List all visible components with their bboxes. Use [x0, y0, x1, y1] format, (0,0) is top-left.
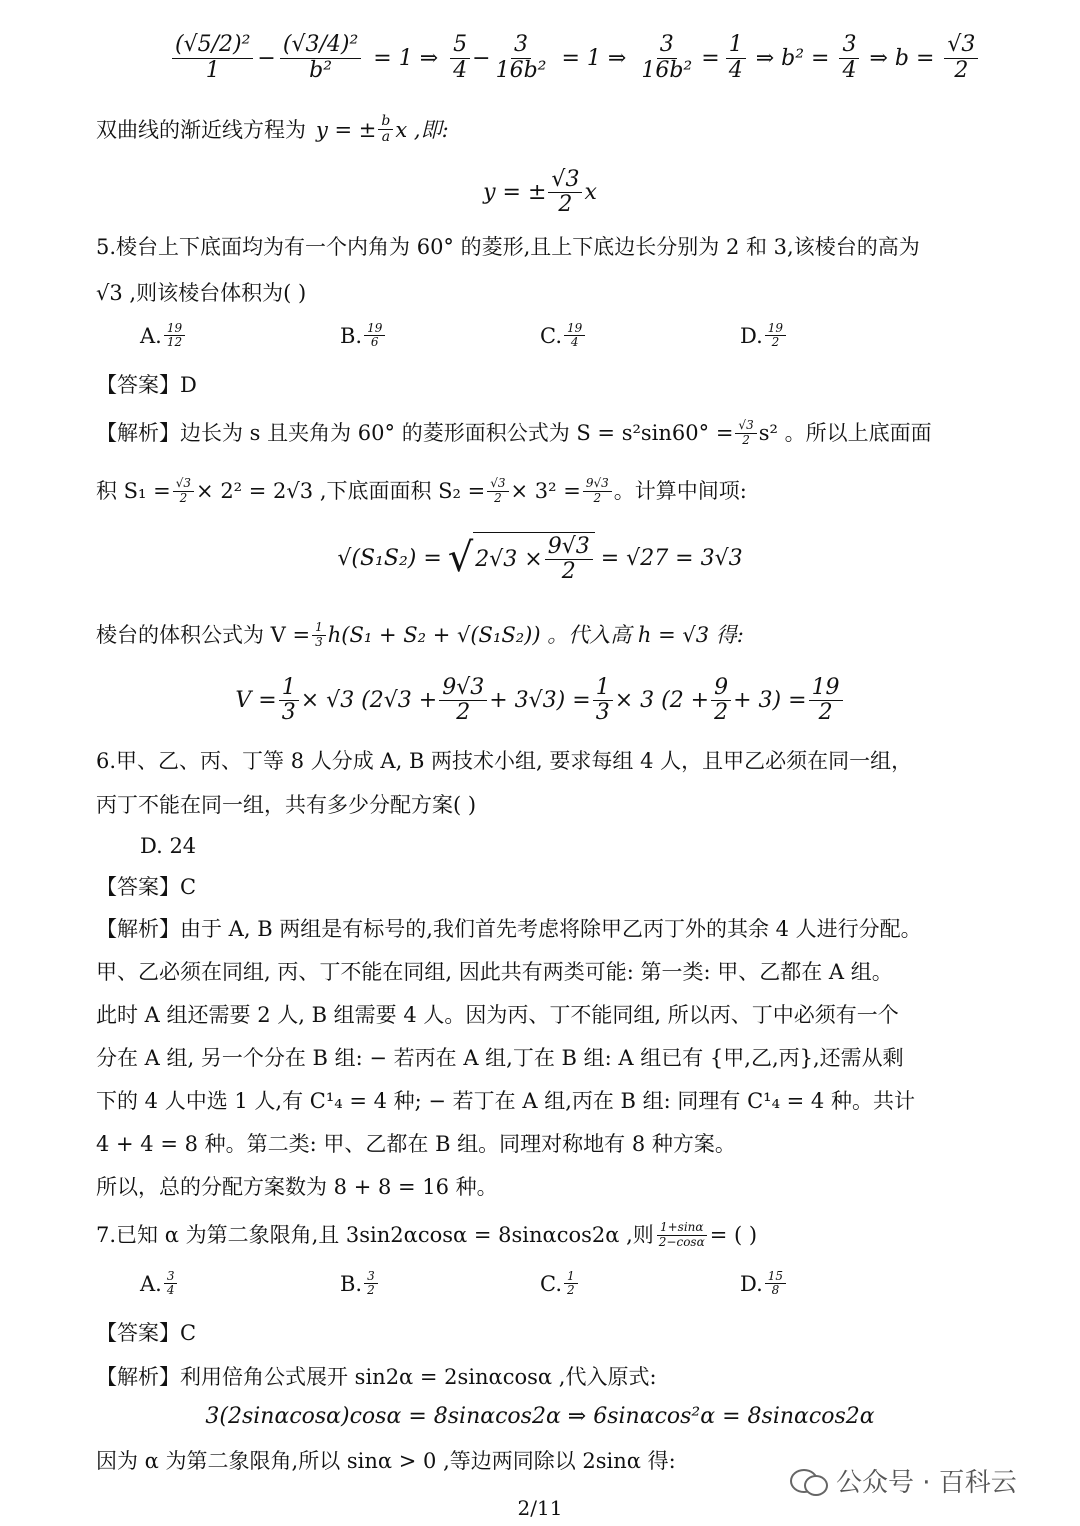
q5-analysis-line2: [96, 476, 747, 506]
formula: + 3√3) =: [489, 688, 591, 714]
text: s² 。所以上底面面: [758, 421, 932, 445]
frac-num: √3: [487, 477, 508, 491]
frac-den: 4: [842, 57, 857, 83]
frac-num: 9√3: [439, 676, 487, 701]
frac-den: a: [381, 129, 391, 146]
q5-analysis-line1: [96, 418, 932, 448]
page-number: 2/11: [517, 1496, 563, 1520]
option-label: D.: [740, 1271, 763, 1296]
frac-den: 2: [714, 700, 729, 726]
wechat-icon: [790, 1467, 828, 1495]
watermark-text: 公众号 · 百科云: [836, 1468, 1017, 1498]
q6-analysis-line: 【解析】由于 A, B 两组是有标号的,我们首先考虑将除甲乙丙丁外的其余 4 人进行分配。: [96, 917, 922, 941]
formula: √(S₁S₂) =: [337, 545, 442, 571]
frac-den: 2: [494, 490, 502, 505]
frac-num: b: [378, 114, 393, 130]
q6-line2: 丙丁不能在同一组，共有多少分配方案( ): [96, 793, 477, 817]
frac-num: 1: [726, 33, 746, 58]
text: × 3² =: [510, 479, 581, 503]
formula: × √3 (2√3 +: [300, 688, 438, 714]
frac-num: 1: [279, 676, 299, 701]
frac-num: 3: [511, 33, 531, 58]
q5-option-b[interactable]: [340, 322, 387, 349]
frac-num: 9√3: [583, 477, 612, 491]
frac-num: 19: [164, 322, 185, 336]
frac-den: 2: [456, 700, 471, 726]
q7-option-c[interactable]: [540, 1270, 580, 1297]
frac-den: b²: [309, 57, 333, 83]
q7-analysis-line2: 因为 α 为第二象限角,所以 sinα > 0 ,等边两同除以 2sinα 得:: [96, 1449, 676, 1473]
frac-den: 8: [771, 1283, 780, 1298]
frac-den: 2: [593, 490, 602, 505]
q6-analysis-line: 下的 4 人中选 1 人,有 C¹₄ = 4 种; − 若丁在 A 组,丙在 B 组: 同理有 C¹₄ = 4 种。共计: [96, 1089, 915, 1113]
option-label: C.: [540, 323, 562, 348]
frac-den: 4: [453, 57, 468, 83]
formula: y = ±: [483, 180, 547, 206]
q6-analysis-line: 此时 A 组还需要 2 人, B 组需要 4 人。因为丙、丁不能同组, 所以丙、丁中必须有一个: [96, 1003, 899, 1027]
q5-option-a[interactable]: [140, 322, 187, 349]
option-label: A.: [140, 1271, 162, 1296]
q6-option-d[interactable]: D. 24: [140, 834, 197, 858]
frac-num: 19: [809, 676, 843, 701]
frac-num: 5: [450, 33, 470, 58]
watermark: [790, 1462, 1017, 1499]
text: 【解析】边长为 s 且夹角为 60° 的菱形面积公式为 S = s²sin60° =: [96, 421, 734, 445]
frac-den: 3: [315, 634, 323, 649]
frac-den: 6: [370, 335, 379, 350]
frac-num: (√5/2)²: [172, 33, 253, 58]
frac-den: 2: [561, 559, 576, 585]
frac-num: 19: [765, 322, 786, 336]
q7-option-b[interactable]: [340, 1270, 380, 1297]
frac-num: 19: [364, 322, 385, 336]
implies: ⇒ b =: [869, 45, 935, 71]
frac-num: 9: [711, 676, 731, 701]
frac-den: 2: [179, 490, 188, 505]
q5-line2: √3 ,则该棱台体积为( ): [96, 281, 307, 305]
equals: = 1 ⇒: [561, 45, 627, 71]
text: 积 S₁ =: [96, 479, 171, 503]
frac-num: (√3/4)²: [280, 33, 361, 58]
frac-num: √3: [944, 33, 978, 58]
implies: ⇒ b² =: [755, 45, 830, 71]
formula: h(S₁ + S₂ + √(S₁S₂)) 。代入高 h = √3 得:: [327, 623, 744, 647]
text: 棱台的体积公式为 V =: [96, 623, 311, 647]
frac-num: 3: [657, 33, 677, 58]
formula: x: [584, 180, 597, 206]
option-label: B.: [340, 323, 363, 348]
frac-den: 3: [281, 700, 296, 726]
formula: 2√3 ×: [475, 547, 543, 573]
text: 双曲线的渐近线方程为: [96, 117, 306, 142]
formula: y = ±: [316, 117, 377, 142]
formula: + 3) =: [733, 688, 807, 714]
frac-den: 2: [818, 700, 833, 726]
frac-den: 4: [570, 335, 579, 350]
option-label: B.: [340, 1271, 363, 1296]
frac-den: 2−cosα: [658, 1234, 705, 1249]
asymptote-result: [0, 168, 1080, 217]
formula: = √27 = 3√3: [600, 545, 743, 571]
frac-num: 3: [164, 1270, 178, 1284]
formula: x ,即:: [395, 117, 449, 142]
q7-analysis-line1: 【解析】利用倍角公式展开 sin2α = 2sinαcosα ,代入原式:: [96, 1365, 657, 1389]
formula: V =: [235, 688, 277, 714]
frac-den: 2: [771, 335, 780, 350]
q6-analysis-line: 甲、乙必须在同组, 丙、丁不能在同组, 因此共有两类可能: 第一类: 甲、乙都在 A 组。: [96, 960, 893, 984]
frac-num: √3: [173, 477, 194, 491]
frac-den: 4: [728, 57, 743, 83]
equals: = 1 ⇒: [373, 45, 439, 71]
hyperbola-equation: $\frac{\text{(√5/2)²}}{1}$ − $\frac{\text{(√3/4)²}}{\text{b²}}$ = 1 ⇒ $\frac{5}{4}$ − $\frac{3}{\text{16b²}}$ = 1 ⇒ $\frac{3}{\text{16b²}}$ = $\frac{1}{4}$ ⇒ b² = $\frac{3}{4}$ ⇒ b = $\frac{√3}{2}$: [170, 8, 980, 108]
frac-den: 3: [595, 700, 610, 726]
frac-num: 19: [564, 322, 585, 336]
frac-den: 1: [205, 57, 220, 83]
formula: × 3 (2 +: [614, 688, 710, 714]
q5-option-c[interactable]: [540, 322, 587, 349]
asymptote-line: [96, 114, 449, 146]
frac-num: √3: [548, 168, 582, 193]
q7-option-d[interactable]: [740, 1270, 788, 1297]
frac-den: 16b²: [495, 57, 547, 83]
frac-den: 2: [742, 432, 750, 447]
q5-answer: 【答案】D: [96, 373, 197, 397]
frac-den: 4: [166, 1283, 175, 1298]
option-label: D.: [740, 323, 763, 348]
frac-den: 16b²: [641, 57, 693, 83]
frac-num: 3: [364, 1270, 378, 1284]
text: 7.已知 α 为第二象限角,且 3sin2αcosα = 8sinαcos2α ,则: [96, 1223, 654, 1247]
text: 。计算中间项:: [613, 479, 747, 503]
q6-analysis-line: 4 + 4 = 8 种。第二类: 甲、乙都在 B 组。同理对称地有 8 种方案。: [96, 1132, 736, 1156]
q6-analysis-line: 分在 A 组, 另一个分在 B 组: − 若丙在 A 组,丁在 B 组: A 组已有 {甲,乙,丙},还需从剩: [96, 1046, 904, 1070]
frac-num: 1: [312, 621, 326, 635]
text: × 2² = 2√3 ,下底面面积 S₂ =: [196, 479, 486, 503]
frac-den: 2: [567, 1283, 575, 1298]
frac-den: 2: [954, 57, 969, 83]
q5-middle-term: √(S₁S₂) = √ 2√3 × $\frac{9√3}{2}$ = √27 = 3√3: [337, 534, 743, 585]
q7-analysis-equation: 3(2sinαcosα)cosα = 8sinαcos2α ⇒ 6sinαcos²α = 8sinαcos2α: [205, 1404, 875, 1429]
frac-den: 2: [367, 1283, 375, 1298]
q7-option-a[interactable]: [140, 1270, 179, 1297]
text: = ( ): [709, 1223, 758, 1247]
frac-den: 12: [166, 335, 183, 350]
q6-analysis-line: 所以，总的分配方案数为 8 + 8 = 16 种。: [96, 1175, 498, 1199]
q5-volume-calc: [0, 676, 1080, 725]
q5-volume-formula: [96, 620, 744, 650]
frac-num: 1: [564, 1270, 578, 1284]
option-label: C.: [540, 1271, 562, 1296]
option-label: A.: [140, 323, 162, 348]
frac-den: 2: [558, 192, 573, 218]
q6-line1: 6.甲、乙、丙、丁等 8 人分成 A, B 两技术小组, 要求每组 4 人，且甲乙必须在同一组，: [96, 749, 913, 773]
frac-num: 1+sinα: [657, 1221, 707, 1235]
frac-num: 3: [839, 33, 859, 58]
q6-answer: 【答案】C: [96, 875, 197, 899]
q5-option-d[interactable]: [740, 322, 788, 349]
frac-num: 9√3: [545, 535, 593, 560]
q7-answer: 【答案】C: [96, 1321, 197, 1345]
frac-num: 15: [765, 1270, 786, 1284]
q5-line1: 5.棱台上下底面均为有一个内角为 60° 的菱形,且上下底边长分别为 2 和 3,该棱台的高为: [96, 235, 920, 259]
frac-num: √3: [735, 419, 756, 433]
frac-num: 1: [593, 676, 613, 701]
q7-question: [96, 1220, 757, 1250]
